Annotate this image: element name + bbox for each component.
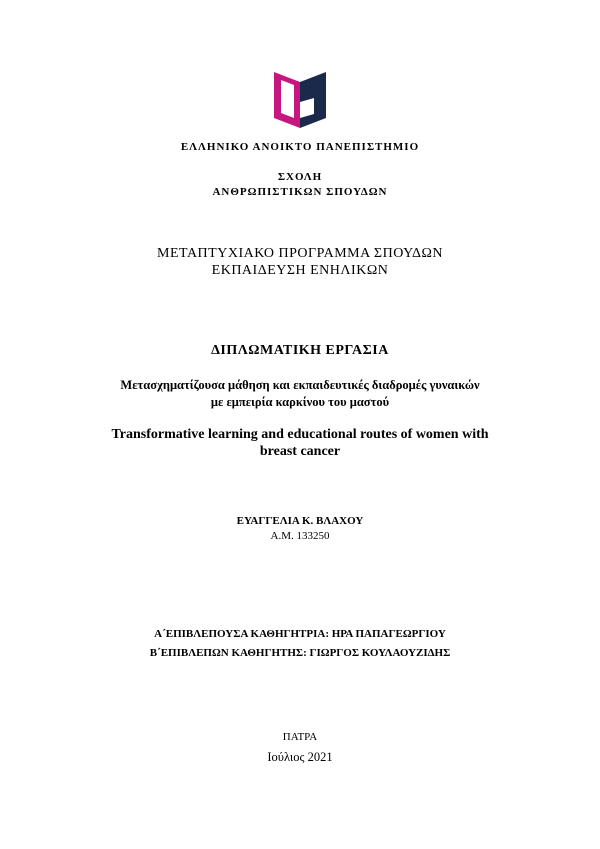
university-logo-icon (274, 72, 326, 128)
student-id: Α.Μ. 133250 (270, 530, 330, 542)
title-greek (0, 377, 600, 411)
supervisors-block (0, 625, 600, 663)
title-english (0, 426, 600, 460)
program-line-1: ΜΕΤΑΠΤΥΧΙΑΚΟ ΠΡΟΓΡΑΜΜΑ ΣΠΟΥΔΩΝ (157, 246, 443, 261)
university-name: ΕΛΛΗΝΙΚΟ ΑΝΟΙΚΤΟ ΠΑΝΕΠΙΣΤΗΜΙΟ (180, 141, 420, 153)
date: Ιούλιος 2021 (267, 750, 333, 764)
title-english-line-2: breast cancer (259, 444, 341, 459)
author-name: ΕΥΑΓΓΕΛΙΑ Κ. ΒΛΑΧΟΥ (236, 515, 364, 527)
document-type: ΔΙΠΛΩΜΑΤΙΚΗ ΕΡΓΑΣΙΑ (211, 343, 389, 358)
place: ΠΑΤΡΑ (282, 731, 318, 743)
second-supervisor: Β΄ΕΠΙΒΛΕΠΩΝ ΚΑΘΗΓΗΤΗΣ: ΓΙΩΡΓΟΣ ΚΟΥΛΑΟΥΖΙΔΗΣ (149, 647, 451, 659)
school-line-1: ΣΧΟΛΗ (277, 171, 323, 183)
school-line-2: ΑΝΘΡΩΠΙΣΤΙΚΩΝ ΣΠΟΥΔΩΝ (212, 186, 388, 198)
author-block (0, 514, 600, 544)
school-name (0, 170, 600, 200)
first-supervisor: Α΄ΕΠΙΒΛΕΠΟΥΣΑ ΚΑΘΗΓΗΤΡΙΑ: ΗΡΑ ΠΑΠΑΓΕΩΡΓΙΟΥ (154, 628, 446, 640)
title-english-line-1: Transformative learning and educational routes of women with (111, 427, 489, 442)
program-name (0, 245, 600, 279)
title-greek-line-2: με εμπειρία καρκίνου του μαστού (210, 395, 390, 409)
title-greek-line-1: Μετασχηματίζουσα μάθηση και εκπαιδευτικές διαδρομές γυναικών (120, 378, 480, 392)
program-line-2: ΕΚΠΑΙΔΕΥΣΗ ΕΝΗΛΙΚΩΝ (211, 263, 389, 278)
